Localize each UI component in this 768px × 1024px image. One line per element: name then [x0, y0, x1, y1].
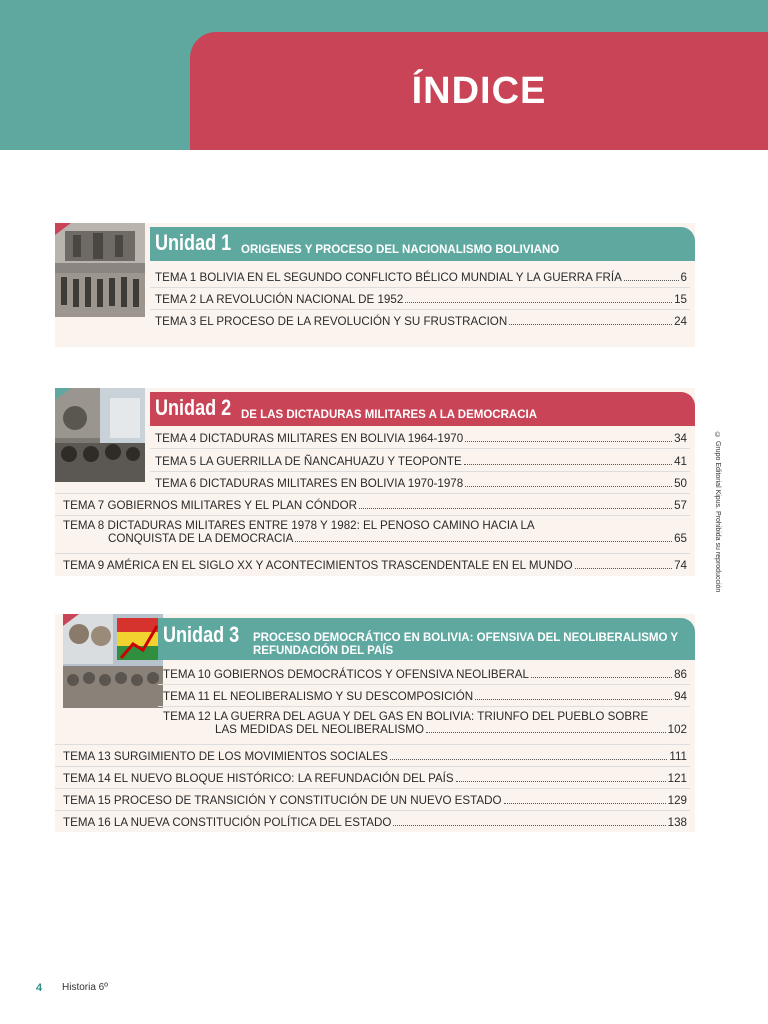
toc-entry[interactable]: TEMA 14 EL NUEVO BLOQUE HISTÓRICO: LA REFUNDACIÓN DEL PAÍS 121: [63, 772, 687, 785]
unit-3-label: Unidad 3: [163, 622, 240, 647]
unit-1-title: ORIGENES Y PROCESO DEL NACIONALISMO BOLIVIANO: [241, 244, 560, 256]
unit-1-photo: [55, 223, 145, 317]
unit-2-photo: [55, 388, 145, 482]
toc-entry[interactable]: TEMA 1 BOLIVIA EN EL SEGUNDO CONFLICTO BÉLICO MUNDIAL Y LA GUERRA FRÍA 6: [155, 271, 687, 284]
toc-entry[interactable]: TEMA 3 EL PROCESO DE LA REVOLUCIÓN Y SU FRUSTRACION 24: [155, 315, 687, 328]
unit-1-label: Unidad 1: [155, 230, 232, 255]
unit-2-section: [55, 388, 695, 576]
toc-entry[interactable]: TEMA 13 SURGIMIENTO DE LOS MOVIMIENTOS SOCIALES 111: [63, 750, 687, 763]
divider: [55, 744, 690, 745]
toc-entry[interactable]: TEMA 4 DICTADURAS MILITARES EN BOLIVIA 1964-1970 34: [155, 432, 687, 445]
toc-entry[interactable]: TEMA 7 GOBIERNOS MILITARES Y EL PLAN CÓNDOR 57: [63, 499, 687, 512]
page-number: 4: [36, 982, 43, 994]
toc-entry[interactable]: TEMA 5 LA GUERRILLA DE ÑANCAHUAZU Y TEOPONTE 41: [155, 455, 687, 468]
toc-entry[interactable]: TEMA 10 GOBIERNOS DEMOCRÁTICOS Y OFENSIVA NEOLIBERAL 86: [163, 668, 687, 681]
unit-3-photo: [63, 614, 163, 708]
toc-entry[interactable]: TEMA 2 LA REVOLUCIÓN NACIONAL DE 1952 15: [155, 293, 687, 306]
divider: [158, 684, 690, 685]
toc-entry[interactable]: TEMA 8 DICTADURAS MILITARES ENTRE 1978 Y 1982: EL PENOSO CAMINO HACIA LA CONQUISTA DE LA DEMOCRACIA 65: [63, 519, 687, 545]
unit-2-label: Unidad 2: [155, 395, 232, 420]
divider: [150, 471, 690, 472]
toc-entry[interactable]: TEMA 12 LA GUERRA DEL AGUA Y DEL GAS EN BOLIVIA: TRIUNFO DEL PUEBLO SOBRE LAS MEDIDAS DEL NEOLIBERALISMO 102: [163, 710, 687, 736]
unit-1-section: [55, 223, 695, 347]
book-title: Historia 6º: [62, 982, 108, 993]
divider: [55, 810, 690, 811]
unit-3-title: PROCESO DEMOCRÁTICO EN BOLIVIA: OFENSIVA DEL NEOLIBERALISMO Y REFUNDACIÓN DEL PAÍS: [253, 632, 678, 657]
toc-entry[interactable]: TEMA 9 AMÉRICA EN EL SIGLO XX Y ACONTECIMIENTOS TRASCENDENTALE EN EL MUNDO 74: [63, 559, 687, 572]
divider: [55, 493, 690, 494]
divider: [55, 788, 690, 789]
toc-entry[interactable]: TEMA 6 DICTADURAS MILITARES EN BOLIVIA 1970-1978 50: [155, 477, 687, 490]
toc-entry[interactable]: TEMA 15 PROCESO DE TRANSICIÓN Y CONSTITUCIÓN DE UN NUEVO ESTADO 129: [63, 794, 687, 807]
divider: [55, 766, 690, 767]
page-title: ÍNDICE: [411, 70, 547, 112]
divider: [150, 287, 690, 288]
divider: [158, 706, 690, 707]
unit-3-section: [55, 614, 695, 832]
divider: [150, 448, 690, 449]
toc-entry[interactable]: TEMA 16 LA NUEVA CONSTITUCIÓN POLÍTICA DEL ESTADO 138: [63, 816, 687, 829]
divider: [55, 553, 690, 554]
toc-entry[interactable]: TEMA 11 EL NEOLIBERALISMO Y SU DESCOMPOSICIÓN 94: [163, 690, 687, 703]
divider: [55, 515, 690, 516]
unit-2-title: DE LAS DICTADURAS MILITARES A LA DEMOCRACIA: [241, 409, 538, 421]
divider: [150, 309, 690, 310]
copyright-note: © Grupo Editorial Kipus. Prohibida su reproducción: [714, 432, 721, 593]
